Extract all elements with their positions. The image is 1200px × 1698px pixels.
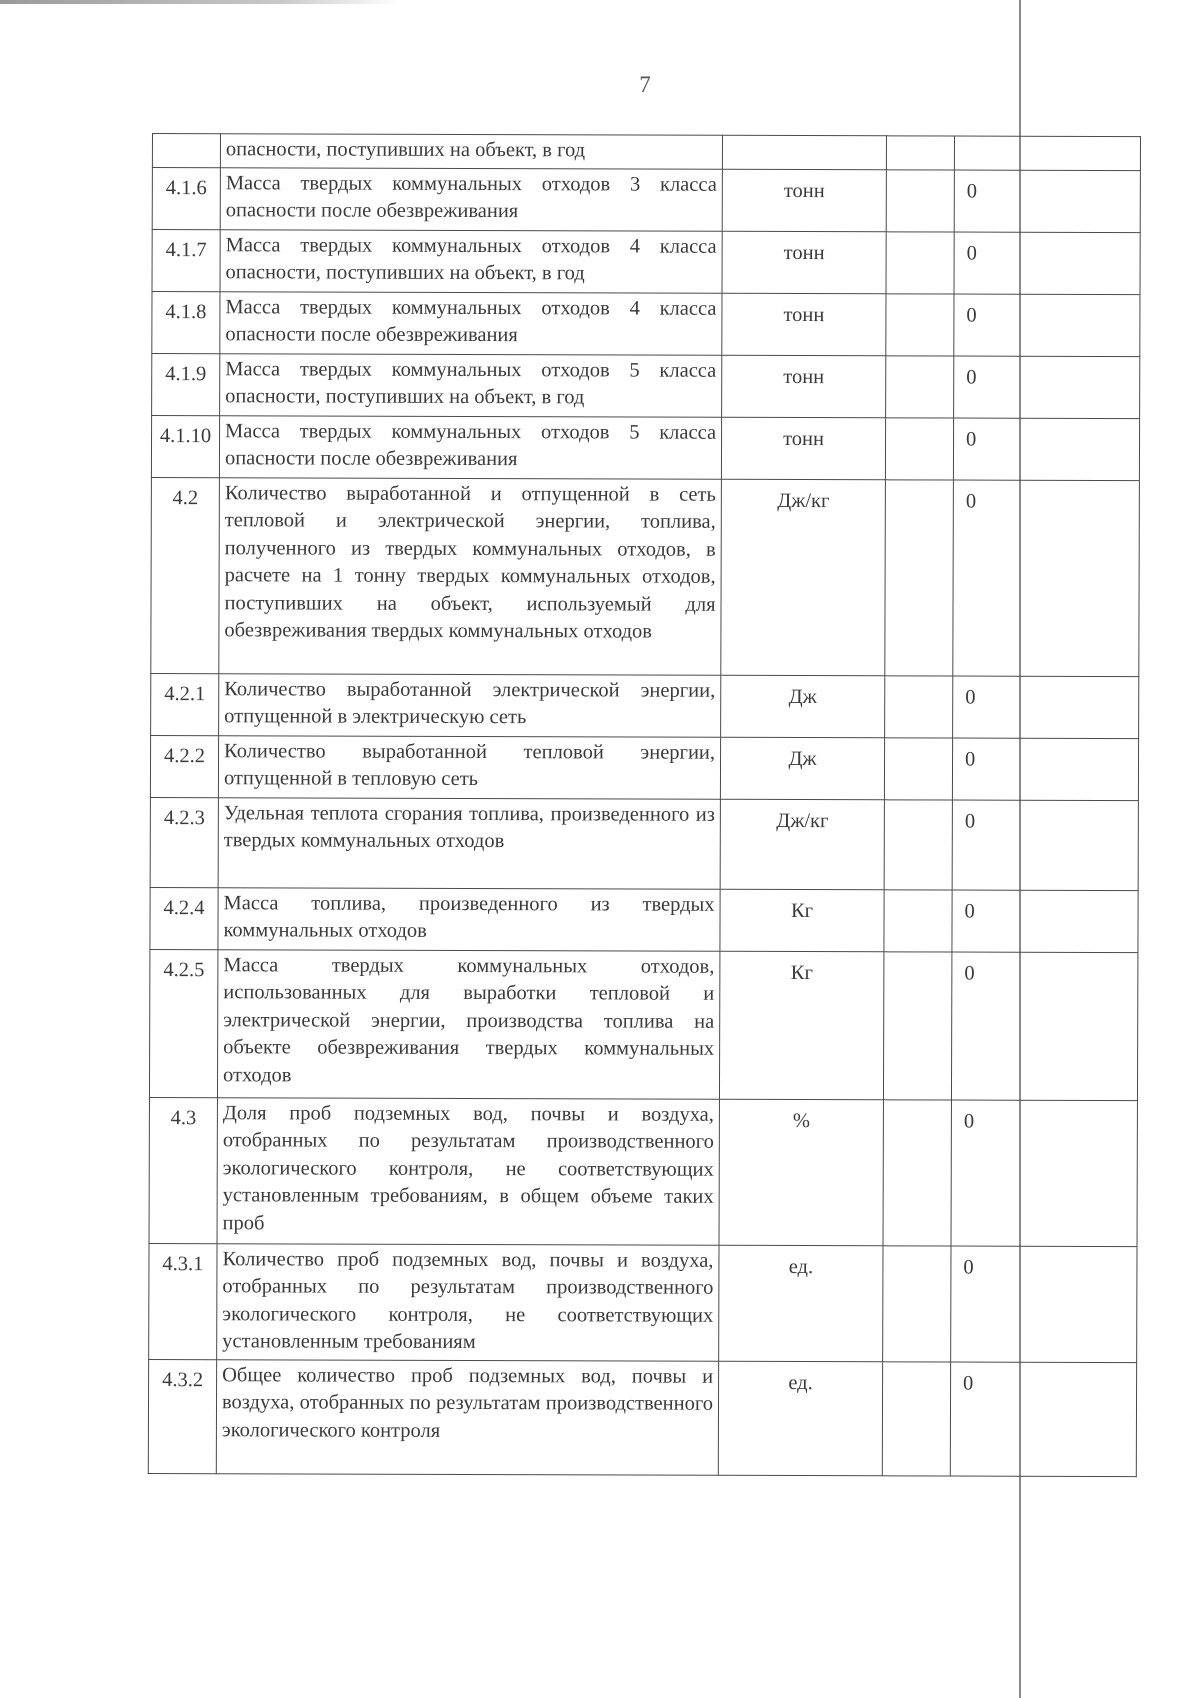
value-cell: 0 <box>954 294 1140 357</box>
empty-cell <box>886 355 954 417</box>
value-cell: 0 <box>952 890 1138 953</box>
unit-cell: тонн <box>721 417 885 480</box>
indicator-description-cell: Масса твердых коммунальных отходов 4 класса опасности, поступивших на объект, в год <box>220 229 722 293</box>
indicator-description-cell: Масса твердых коммунальных отходов, использованных для выработки тепловой и электрической энергии, производства топлива на объекте обезвреживания твердых коммунальных отходов <box>217 949 719 1099</box>
row-number-cell: 4.1.6 <box>152 167 220 229</box>
empty-cell <box>884 799 952 889</box>
indicator-description-cell: опасности, поступивших на объект, в год <box>220 134 722 169</box>
empty-cell <box>886 231 954 293</box>
indicator-description-cell: Количество выработанной тепловой энергии, отпущенной в тепловую сеть <box>218 735 720 799</box>
unit-cell: Дж/кг <box>721 479 886 676</box>
table-row <box>152 291 1140 356</box>
row-number-cell: 4.2.3 <box>150 797 218 887</box>
row-number-cell: 4.2.4 <box>150 887 218 949</box>
row-number-cell: 4.2.1 <box>151 673 219 735</box>
indicator-description-cell: Масса твердых коммунальных отходов 5 класса опасности после обезвреживания <box>219 415 721 479</box>
indicator-description-cell: Количество проб подземных вод, почвы и воздуха, отобранных по результатам производственного экологического контроля, не соответствующих установленным требованиям <box>217 1243 719 1361</box>
row-number-cell: 4.2.5 <box>149 949 217 1097</box>
value-cell: 0 <box>951 952 1137 1101</box>
unit-cell: Кг <box>719 951 883 1100</box>
unit-cell: ед. <box>719 1245 883 1362</box>
row-number-cell: 4.3 <box>149 1097 217 1243</box>
value-cell: 0 <box>954 170 1140 233</box>
unit-cell: тонн <box>722 293 886 356</box>
indicator-description-cell: Масса твердых коммунальных отходов 4 класса опасности после обезвреживания <box>220 291 722 355</box>
indicator-description-cell: Масса топлива, произведенного из твердых коммунальных отходов <box>218 887 720 951</box>
empty-cell <box>883 951 951 1099</box>
empty-cell <box>882 1361 950 1475</box>
table-row <box>152 134 1140 171</box>
table-row <box>151 415 1139 480</box>
table-row <box>150 735 1138 800</box>
unit-cell: тонн <box>722 231 886 294</box>
table-row <box>149 1243 1137 1362</box>
value-cell: 0 <box>954 356 1140 419</box>
table-row <box>151 673 1139 738</box>
indicator-description-cell: Масса твердых коммунальных отходов 5 класса опасности, поступивших на объект, в год <box>220 353 722 417</box>
indicator-description-cell: Доля проб подземных вод, почвы и воздуха, отобранных по результатам производственного экологического контроля, не соответствующих установленным требованиям, в общем объеме таких проб <box>217 1097 719 1245</box>
unit-cell: тонн <box>722 169 886 232</box>
empty-cell <box>884 889 952 951</box>
empty-cell <box>886 136 954 170</box>
unit-cell: Дж <box>720 737 884 800</box>
indicator-description-cell: Общее количество проб подземных вод, почвы и воздуха, отобранных по результатам производственного экологического контроля <box>216 1359 718 1475</box>
indicator-description-cell: Количество выработанной и отпущенной в сеть тепловой и электрической энергии, топлива, полученного из твердых коммунальных отходов, в расчете на 1 тонну твердых коммунальных отходов, поступивших на объект, используемый для обезвреживания твердых коммунальных отходов <box>219 477 722 675</box>
table-row <box>152 167 1140 232</box>
value-cell: 0 <box>953 418 1139 481</box>
unit-cell: Дж <box>721 675 885 738</box>
empty-cell <box>886 169 954 231</box>
row-number-cell: 4.1.7 <box>152 229 220 291</box>
row-number-cell: 4.1.10 <box>151 415 219 477</box>
indicators-table <box>148 133 1141 1477</box>
empty-cell <box>884 737 952 799</box>
empty-cell <box>883 1099 951 1245</box>
row-number-cell: 4.2.2 <box>150 735 218 797</box>
table-row <box>151 477 1140 676</box>
value-cell: 0 <box>952 738 1138 801</box>
value-cell: 0 <box>953 480 1140 677</box>
value-cell: 0 <box>952 800 1138 891</box>
value-cell: 0 <box>953 676 1139 739</box>
empty-cell <box>885 675 953 737</box>
row-number-cell: 4.2 <box>151 477 220 673</box>
table-row <box>149 949 1137 1100</box>
unit-cell: Кг <box>720 889 884 952</box>
page-number: 7 <box>639 72 651 97</box>
unit-cell: ед. <box>718 1361 882 1476</box>
unit-cell: Дж/кг <box>720 799 884 890</box>
value-cell: 0 <box>954 232 1140 295</box>
indicator-description-cell: Масса твердых коммунальных отходов 3 класса опасности после обезвреживания <box>220 167 722 231</box>
indicator-description-cell: Количество выработанной электрической энергии, отпущенной в электрическую сеть <box>219 673 721 737</box>
indicators-table-body <box>148 134 1140 1477</box>
row-number-cell <box>152 134 220 168</box>
unit-cell: тонн <box>722 355 886 418</box>
table-row <box>148 1359 1136 1476</box>
unit-cell: % <box>719 1099 883 1246</box>
empty-cell <box>885 479 954 675</box>
row-number-cell: 4.1.8 <box>152 291 220 353</box>
table-row <box>150 797 1138 890</box>
value-cell <box>954 136 1140 170</box>
empty-cell <box>885 417 953 479</box>
value-cell: 0 <box>950 1362 1136 1477</box>
indicator-description-cell: Удельная теплота сгорания топлива, произведенного из твердых коммунальных отходов <box>218 797 720 889</box>
value-cell: 0 <box>951 1100 1137 1247</box>
value-cell: 0 <box>951 1246 1137 1363</box>
row-number-cell: 4.1.9 <box>152 353 220 415</box>
table-row <box>152 353 1140 418</box>
row-number-cell: 4.3.2 <box>148 1359 216 1473</box>
table-row <box>152 229 1140 294</box>
empty-cell <box>883 1245 951 1361</box>
unit-cell <box>722 135 886 169</box>
row-number-cell: 4.3.1 <box>149 1243 217 1359</box>
table-row <box>149 1097 1137 1246</box>
empty-cell <box>886 293 954 355</box>
scan-artifact-streak <box>0 0 400 4</box>
table-row <box>150 887 1138 952</box>
